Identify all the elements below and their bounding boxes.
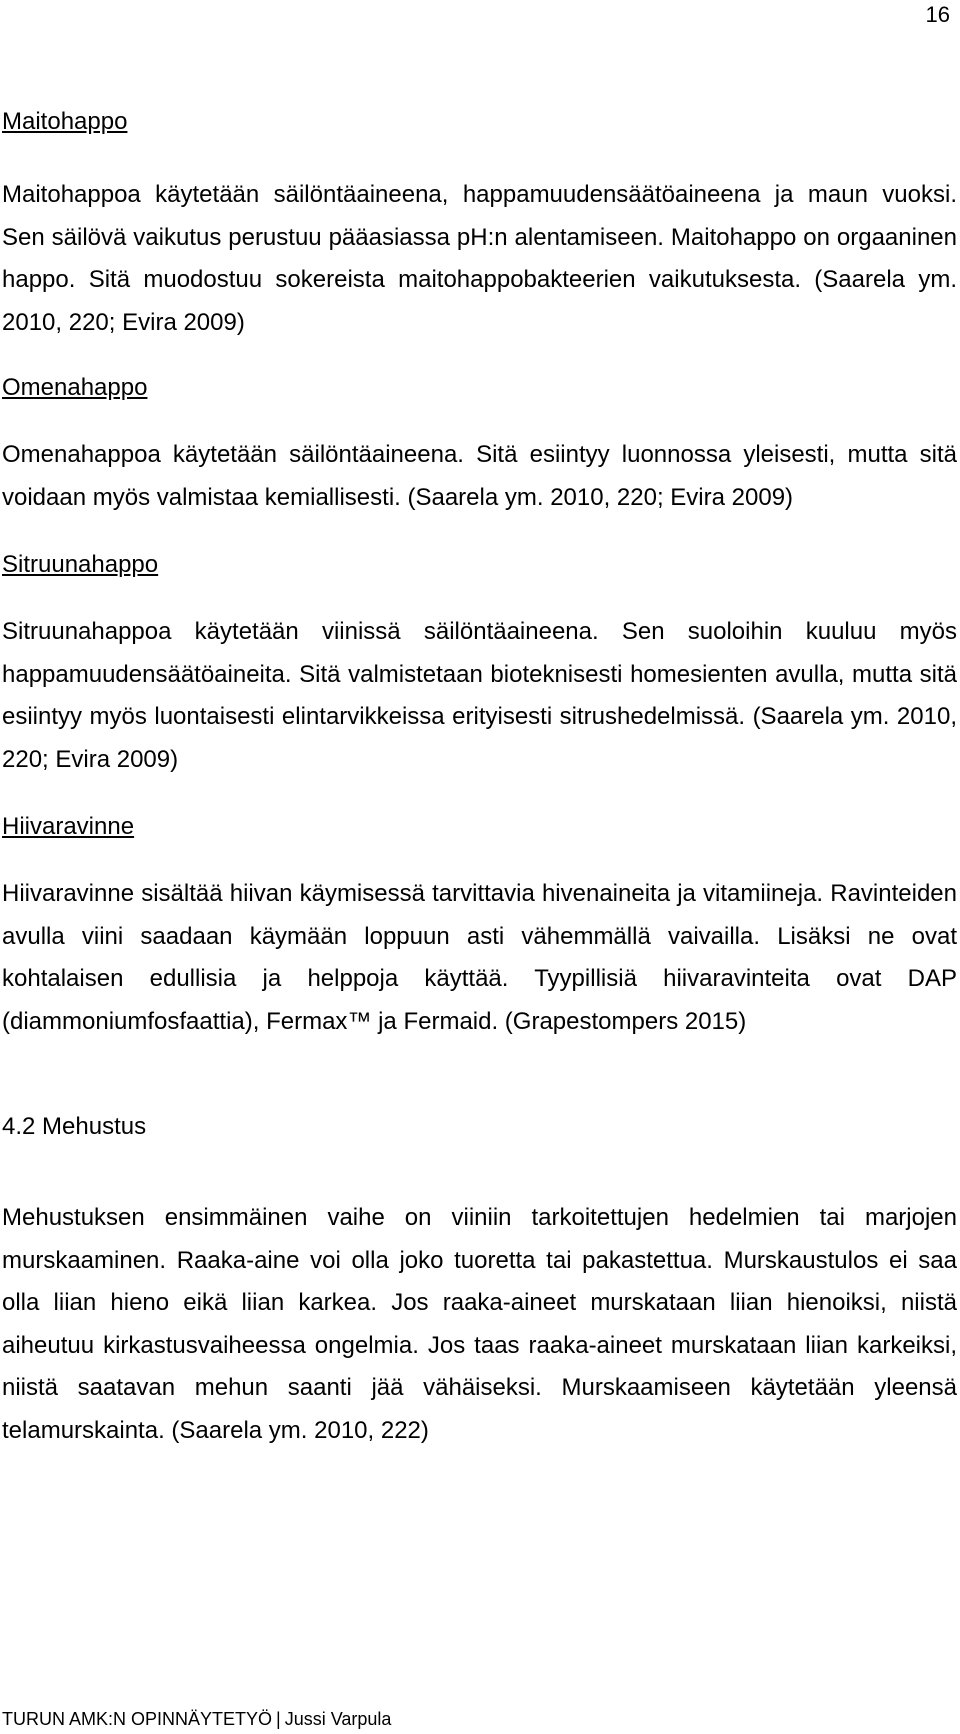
section-text-omenahappo: Omenahappoa käytetään säilöntäaineena. Sitä esiintyy luonnossa yleisesti, mutta sitä voidaan myös valmistaa kemiallisesti. (Saarela ym. 2010, 220; Evira 2009)	[2, 441, 957, 511]
section-text-sitruunahappo: Sitruunahappoa käytetään viinissä säilöntäaineena. Sen suoloihin kuuluu myös happamuudensäätöaineita. Sitä valmistetaan bioteknisesti homesienten avulla, mutta sitä esiintyy myös luontaisesti elintarvikkeissa erityisesti sitrushedelmissä. (Saarela ym. 2010, 220; Evira 2009)	[2, 618, 957, 773]
footer-separator: |	[276, 1709, 281, 1729]
section-heading-sitruunahappo: Sitruunahappo	[2, 551, 159, 578]
chapter-heading: 4.2 Mehustus	[2, 1113, 147, 1140]
page-number: 16	[925, 2, 950, 27]
footer-institution: TURUN AMK:N OPINNÄYTETYÖ	[2, 1709, 273, 1729]
footer-author: Jussi Varpula	[284, 1709, 392, 1729]
chapter-text: Mehustuksen ensimmäinen vaihe on viiniin tarkoitettujen hedelmien tai marjojen murskaaminen. Raaka-aine voi olla joko tuoretta tai pakastettua. Murskaustulos ei saa olla liian hieno eikä liian karkea. Jos raaka-aineet murskataan liian hienoiksi, niistä aiheutuu kirkastusvaiheessa ongelmia. Jos taas raaka-aineet murskataan liian karkeiksi, niistä saatavan mehun saanti jää vähäiseksi. Murskaamiseen käytetään yleensä telamurskainta. (Saarela ym. 2010, 222)	[2, 1204, 957, 1444]
section-text-maitohappo: Maitohappoa käytetään säilöntäaineena, happamuudensäätöaineena ja maun vuoksi. Sen säilövä vaikutus perustuu pääasiassa pH:n alentamiseen. Maitohappo on orgaaninen happo. Sitä muodostuu sokereista maitohappobakteerien vaikutuksesta. (Saarela ym. 2010, 220; Evira 2009)	[2, 181, 957, 336]
section-heading-maitohappo: Maitohappo	[2, 108, 128, 135]
section-text-hiivaravinne: Hiivaravinne sisältää hiivan käymisessä tarvittavia hivenaineita ja vitamiineja. Ravinteiden avulla viini saadaan käymään loppuun asti vähemmällä vaivailla. Lisäksi ne ovat kohtalaisen edullisia ja helppoja käyttää. Tyypillisiä hiivaravinteita ovat DAP (diammoniumfosfaattia), Fermax™ ja Fermaid. (Grapestompers 2015)	[2, 880, 957, 1035]
document-body	[2, 110, 957, 1452]
section-heading-omenahappo: Omenahappo	[2, 374, 148, 401]
section-heading-hiivaravinne: Hiivaravinne	[2, 813, 135, 840]
footer	[2, 1708, 391, 1730]
